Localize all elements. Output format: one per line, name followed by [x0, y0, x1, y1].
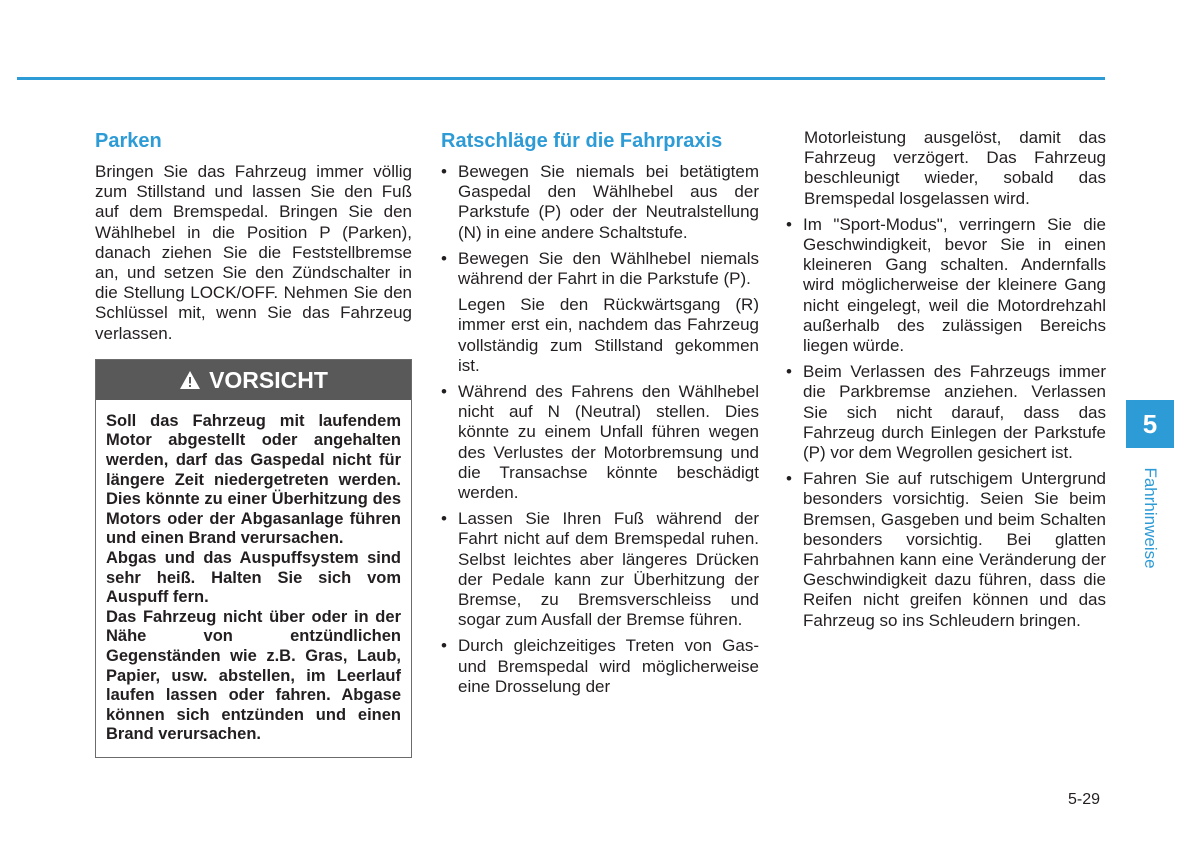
column-tips [441, 128, 759, 703]
parken-heading: Parken [95, 130, 162, 152]
bullet-icon: • [441, 509, 447, 529]
caution-body [96, 400, 411, 757]
bullet-icon: • [441, 162, 447, 181]
bullet-icon: • [441, 636, 447, 656]
tips-list [441, 162, 759, 697]
list-item-text: Beim Verlassen des Fahrzeugs immer die Parkbremse anziehen. Verlassen Sie sich nicht darauf, dass das Fahrzeug durch Einlegen der Parkstufe (P) vor dem Wegrollen gesichert ist. [803, 362, 1106, 463]
bullet-icon: • [786, 362, 792, 382]
top-rule [17, 77, 1105, 80]
list-item [441, 509, 759, 630]
bullet-icon: • [441, 248, 447, 268]
list-item-text: Bewegen Sie den Wählhebel niemals während der Fahrt in die Parkstufe (P). [458, 248, 759, 289]
caution-title: VORSICHT [209, 366, 328, 393]
parken-text: Bringen Sie das Fahrzeug immer völlig zum Stillstand und lassen Sie den Fuß auf dem Bremspedal. Bringen Sie den Wählhebel in die Position P (Parken), danach ziehen Sie die Feststellbremse an, und setzen Sie den Zündschalter in die Stellung LOCK/OFF. Nehmen Sie den Schlüssel mit, wenn Sie das Fahrzeug verlassen. [95, 162, 412, 343]
list-item [786, 362, 1106, 463]
list-item-text: Durch gleichzeitiges Treten von Gas- und Bremspedal wird möglicherweise eine Drosselung der [458, 636, 759, 696]
list-item-subtext: Legen Sie den Rückwärtsgang (R) immer erst ein, nachdem das Fahrzeug vollständig zum Stillstand gekommen ist. [458, 295, 759, 375]
list-item [441, 636, 759, 697]
tips-list-continued [786, 215, 1106, 631]
list-item-text: Lassen Sie Ihren Fuß während der Fahrt nicht auf dem Bremspedal ruhen. Selbst leichtes aber längeres Drücken der Pedale kann zur Überhitzung der Bremse, zu Bremsverschleiss und sogar zum Ausfall der Bremse führen. [458, 509, 759, 630]
column-tips-continued [786, 128, 1106, 637]
bullet-icon: • [786, 469, 792, 489]
column-parken [95, 128, 412, 758]
caution-header [96, 360, 411, 400]
caution-paragraph: Soll das Fahrzeug mit laufendem Motor abgestellt oder angehalten werden, darf das Gaspedal nicht für längere Zeit niedergetreten werden. Dies könnte zu einer Überhitzung des Motors oder der Abgasanlage führen und einen Brand verursachen. [106, 411, 401, 548]
bullet-icon: • [441, 382, 447, 402]
caution-paragraph: Abgas und das Auspuffsystem sind sehr heiß. Halten Sie sich vom Auspuff fern. [106, 548, 401, 607]
list-item [786, 215, 1106, 356]
warning-triangle-icon [179, 370, 201, 390]
chapter-tab: 5 [1126, 400, 1174, 448]
list-item [441, 382, 759, 503]
list-item-text: Im "Sport-Modus", verringern Sie die Geschwindigkeit, bevor Sie in einen kleineren Gang schalten. Andernfalls wird möglicherweise der kleinere Gang nicht eingelegt, weil die Motordrehzahl außerhalb des zulässigen Bereichs liegen würde. [803, 214, 1106, 356]
caution-box [95, 359, 412, 758]
list-item-text: Während des Fahrens den Wählhebel nicht auf N (Neutral) stellen. Dies könnte zu einem Unfall führen wegen des Verlustes der Motorbremsung und die Transachse könnte beschädigt werden. [458, 382, 759, 503]
chapter-label: Fahrhinweise [1141, 467, 1160, 569]
list-item [441, 249, 759, 376]
list-item-text: Bewegen Sie niemals bei betätigtem Gaspedal den Wählhebel aus der Parkstufe (P) oder der Neutralstellung (N) in eine andere Schaltstufe. [458, 162, 759, 242]
list-item [786, 469, 1106, 631]
caution-paragraph: Das Fahrzeug nicht über oder in der Nähe von entzündlichen Gegenständen wie z.B. Gras, Laub, Papier, usw. abstellen, im Leerlauf laufen lassen oder fahren. Abgase können sich entzünden und einen Brand verursachen. [106, 607, 401, 744]
list-item [441, 162, 759, 243]
list-item-continuation: Motorleistung ausgelöst, damit das Fahrzeug verzögert. Das Fahrzeug beschleunigt wieder, sobald das Bremspedal losgelassen wird. [804, 128, 1106, 208]
tips-heading: Ratschläge für die Fahrpraxis [441, 130, 723, 152]
page-number: 5-29 [1068, 791, 1101, 808]
bullet-icon: • [786, 214, 792, 234]
list-item-text: Fahren Sie auf rutschigem Untergrund besonders vorsichtig. Seien Sie beim Bremsen, Gasgeben und beim Schalten besonders vorsichtig. Bei glatten Fahrbahnen kann eine Veränderung der Geschwindigkeit dazu führen, dass die Reifen nicht greifen können und das Fahrzeug so ins Schleudern bringen. [803, 469, 1106, 630]
